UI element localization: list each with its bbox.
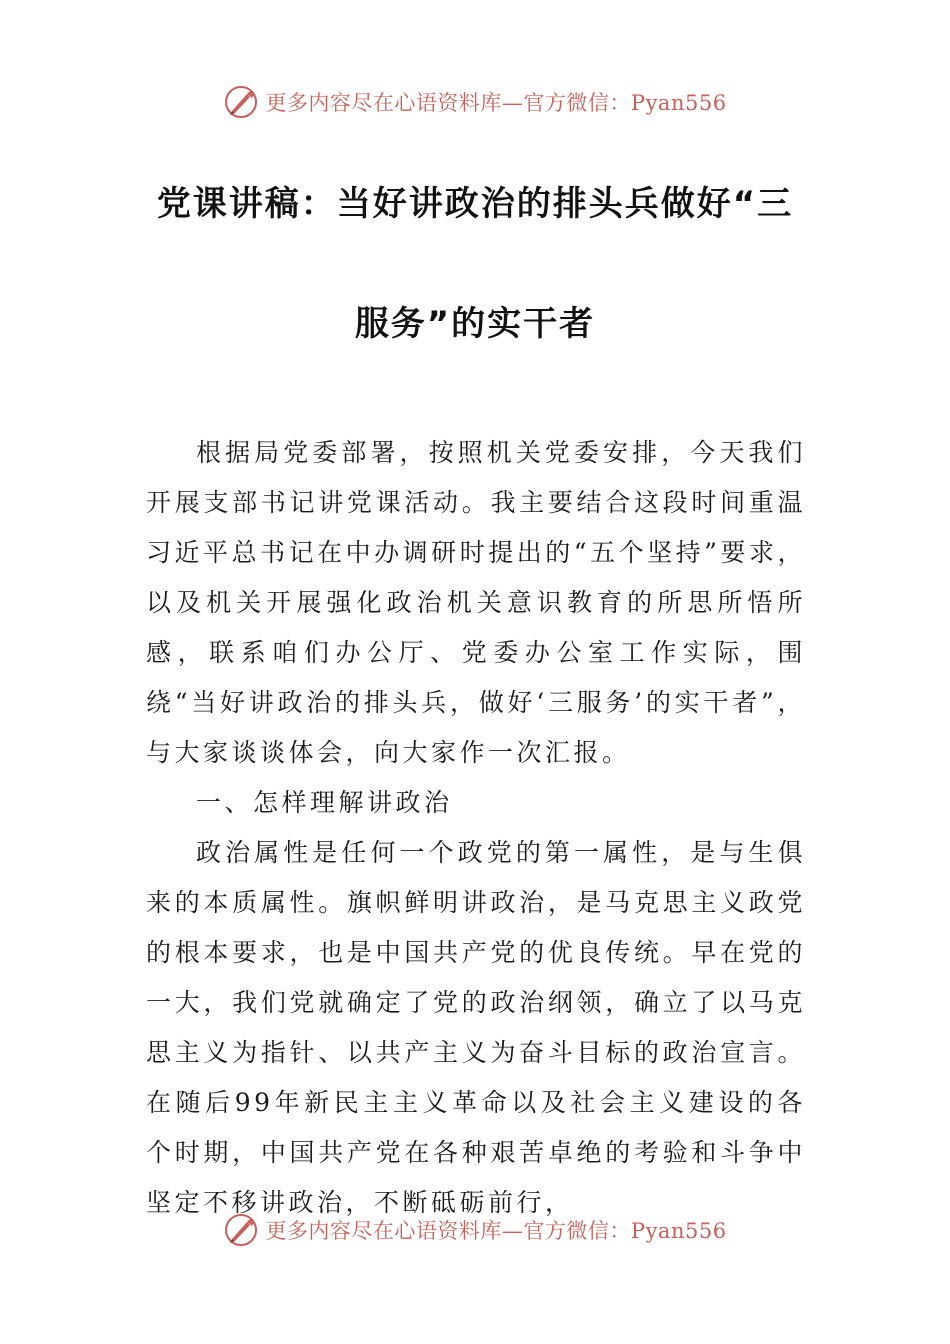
section-heading: 一、怎样理解讲政治: [196, 788, 453, 817]
pen-nib-logo-icon: [223, 1212, 259, 1248]
banner-text: 更多内容尽在心语资料库—官方微信：Pyan556: [265, 1219, 727, 1243]
header-banner: [0, 82, 950, 122]
document-body: [146, 428, 806, 1228]
document-title-line-2: 服务”的实干者: [354, 304, 596, 344]
banner-text: 更多内容尽在心语资料库—官方微信：Pyan556: [265, 91, 727, 115]
document-title-line-1: 党课讲稿：当好讲政治的排头兵做好“三: [156, 184, 794, 224]
paragraph-section-1: 政治属性是任何一个政党的第一属性，是与生俱来的本质属性。旗帜鲜明讲政治，是马克思主义政党的根本要求，也是中国共产党的优良传统。早在党的一大，我们党就确定了党的政治纲领，确立了以马克思主义为指针、以共产主义为奋斗目标的政治宣言。在随后99年新民主主义革命以及社会主义建设的各个时期，中国共产党在各种艰苦卓绝的考验和斗争中坚定不移讲政治，不断砥砺前行，: [146, 838, 806, 1217]
pen-nib-logo-icon: [223, 84, 259, 120]
footer-banner: [0, 1210, 950, 1250]
paragraph-intro: 根据局党委部署，按照机关党委安排，今天我们开展支部书记讲党课活动。我主要结合这段时间重温习近平总书记在中办调研时提出的“五个坚持”要求，以及机关开展强化政治机关意识教育的所思所悟所感，联系咱们办公厅、党委办公室工作实际，围绕“当好讲政治的排头兵，做好‘三服务’的实干者”，与大家谈谈体会，向大家作一次汇报。: [146, 438, 806, 767]
